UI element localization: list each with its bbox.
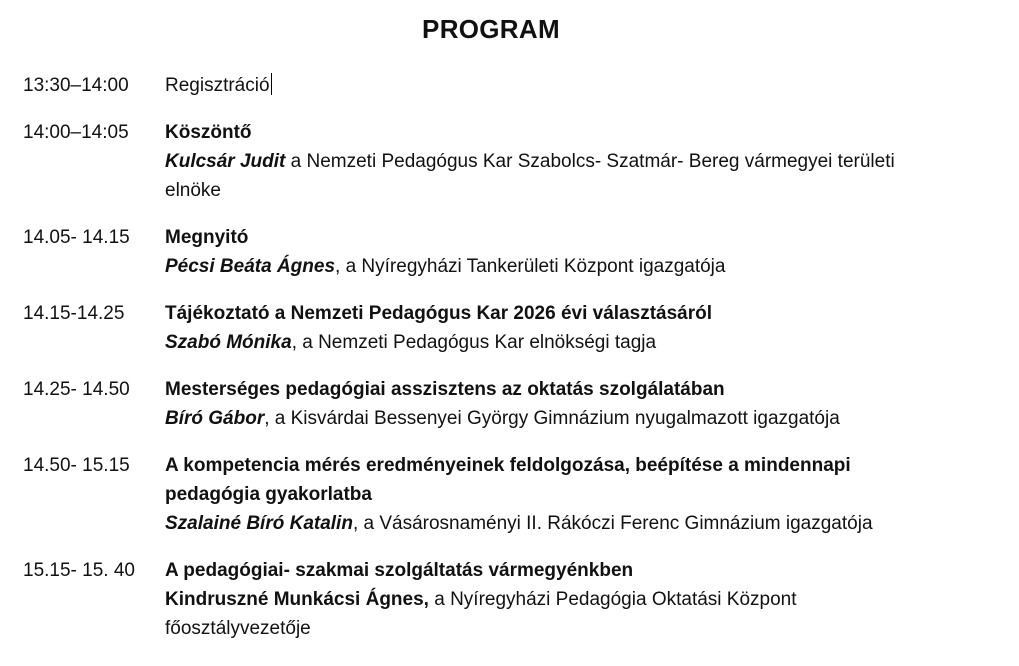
text-segment-bold: pedagógia gyakorlatba [165,484,372,505]
text-caret [271,73,273,95]
text-line[interactable] [165,585,979,614]
text-line[interactable] [165,252,979,281]
text-line[interactable] [165,556,979,585]
text-line[interactable] [165,71,979,100]
text-segment-bolditalic: Pécsi Beáta Ágnes [165,256,336,277]
time-label: 14:00–14:05 [23,122,129,143]
session-content [165,118,979,205]
text-line[interactable] [165,614,979,643]
schedule-row [23,556,979,643]
text-segment-regular: elnöke [165,180,221,201]
text-segment-bold: Mesterséges pedagógiai asszisztens az oktatás szolgálatában [165,379,725,400]
time-label: 14.50- 15.15 [23,455,130,476]
schedule-row [23,223,979,281]
schedule-row [23,118,979,205]
text-line[interactable] [165,480,979,509]
text-line[interactable] [165,404,979,433]
session-content [165,223,979,281]
page-title: PROGRAM [422,14,560,44]
text-line[interactable] [165,176,979,205]
text-line[interactable] [165,299,979,328]
session-content [165,299,979,357]
time-label: 14.05- 14.15 [23,227,130,248]
text-line[interactable] [165,375,979,404]
schedule-rows [23,71,979,643]
text-line[interactable] [165,509,979,538]
text-segment-regular: , a Kisvárdai Bessenyei György Gimnázium nyugalmazott igazgatója [264,408,840,429]
schedule-row [23,299,979,357]
text-segment-regular: , a Nyíregyházi Tankerületi Központ igazgatója [335,256,726,277]
text-segment-bold: Megnyitó [165,227,249,248]
text-segment-regular: Regisztráció [165,75,270,96]
text-segment-bold: A kompetencia mérés eredményeinek feldolgozása, beépítése a mindennapi [165,455,851,476]
text-segment-regular: a Nyíregyházi Pedagógia Oktatási Központ [428,589,797,610]
text-segment-regular: , a Vásárosnaményi II. Rákóczi Ferenc Gimnázium igazgatója [352,513,873,534]
text-segment-regular: , a Nemzeti Pedagógus Kar elnökségi tagja [291,332,657,353]
schedule-row [23,451,979,538]
text-line[interactable] [165,147,979,176]
text-segment-bold: A pedagógiai- szakmai szolgáltatás vármegyénkben [165,560,634,581]
text-line[interactable] [165,118,979,147]
session-content [165,375,979,433]
session-content [165,556,979,643]
text-segment-bolditalic: Kulcsár Judit [165,151,286,172]
time-label: 15.15- 15. 40 [23,560,135,581]
time-label: 13:30–14:00 [23,75,129,96]
text-segment-bolditalic: Szabó Mónika [165,332,292,353]
text-segment-regular: főosztályvezetője [165,618,311,639]
text-segment-bold: Köszöntő [165,122,252,143]
text-line[interactable] [165,451,979,480]
time-label: 14.15-14.25 [23,303,125,324]
text-segment-bold: Tájékoztató a Nemzeti Pedagógus Kar 2026 évi választásáról [165,303,713,324]
session-content [165,451,979,538]
text-segment-bolditalic: Bíró Gábor [165,408,265,429]
text-segment-regular: a Nemzeti Pedagógus Kar Szabolcs- Szatmár- Bereg vármegyei területi [285,151,895,172]
schedule-row [23,375,979,433]
session-content [165,71,979,100]
text-segment-bolditalic: Szalainé Bíró Katalin [165,513,353,534]
time-label: 14.25- 14.50 [23,379,130,400]
text-segment-bold: Kindruszné Munkácsi Ágnes, [165,589,429,610]
text-line[interactable] [165,328,979,357]
schedule-row [23,71,979,100]
text-line[interactable] [165,223,979,252]
